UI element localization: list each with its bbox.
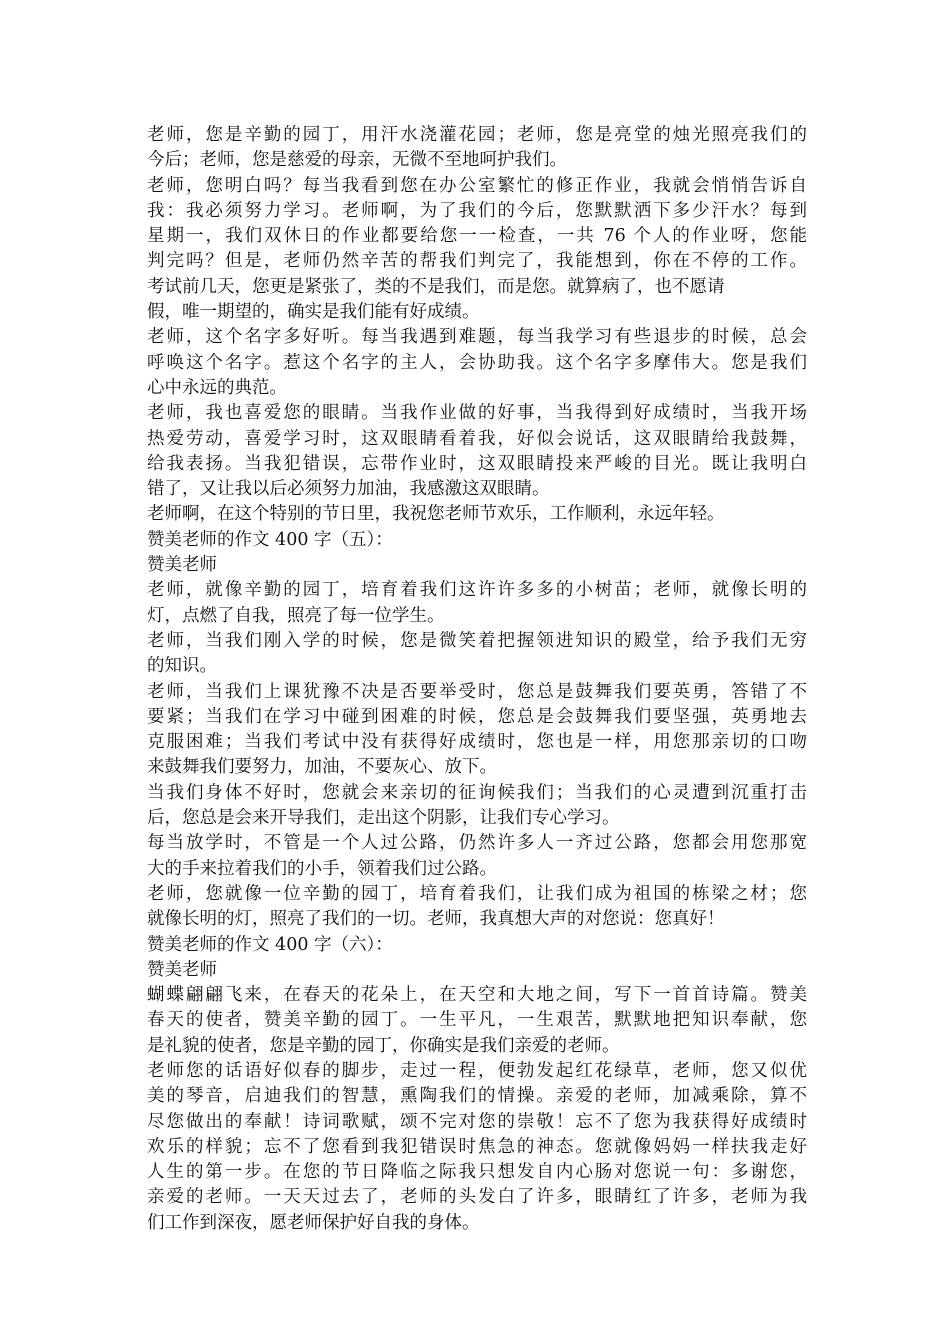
text-line: 克服困难；当我们考试中没有获得好成绩时，您也是一样，用您那亲切的口吻 [147,732,807,753]
text-line: 错了，又让我以后必须努力加油，我感激这双眼睛。 [147,479,550,500]
text-line: 尽您做出的奉献！诗词歌赋，颂不完对您的崇敬！忘不了您为我获得好成绩时 [147,1111,807,1132]
text-line: 老师，您明白吗？每当我看到您在办公室繁忙的修正作业，我就会悄悄告诉自 [147,175,807,196]
text-line: 热爱劳动，喜爱学习时，这双眼睛看着我，好似会说话，这双眼睛给我鼓舞， [147,428,807,449]
text-line: 赞美老师的作文 400 字（五）： [147,529,393,550]
text-line: 今后；老师，您是慈爱的母亲，无微不至地呵护我们。 [147,150,567,171]
text-line: 亲爱的老师。一天天过去了，老师的头发白了许多，眼睛红了许多，老师为我 [147,1187,807,1208]
text-line: 人生的第一步。在您的节日降临之际我只想发自内心肠对您说一句：多谢您， [147,1162,807,1183]
text-line: 判完吗？但是，老师仍然辛苦的帮我们判完了，我能想到，你在不停的工作。 [147,251,807,272]
text-line: 老师，我也喜爱您的眼睛。当我作业做的好事，当我得到好成绩时，当我开场 [147,403,807,424]
text-line: 老师，您是辛勤的园丁，用汗水浇灌花园；老师，您是亮堂的烛光照亮我们的 [147,125,807,145]
text-line: 美的琴音，启迪我们的智慧，熏陶我们的情操。亲爱的老师，加减乘除，算不 [147,1086,807,1107]
text-line: 来鼓舞我们要努力，加油，不要灰心、放下。 [147,757,497,778]
text-line: 赞美老师 [147,959,217,980]
text-line: 老师，当我们刚入学的时候，您是微笑着把握领进知识的殿堂，给予我们无穷 [147,630,807,651]
document-body [147,123,807,1236]
text-line: 赞美老师的作文 400 字（六）： [147,934,393,955]
text-line: 呼唤这个名字。惹这个名字的主人，会协助我。这个名字多摩伟大。您是我们 [147,352,807,373]
text-line: 我：我必须努力学习。老师啊，为了我们的今后，您默默洒下多少汗水？每到 [147,200,807,221]
text-line: 春天的使者，赞美辛勤的园丁。一生平凡，一生艰苦，默默地把知识奉献，您 [147,1010,807,1031]
text-line: 老师，就像辛勤的园丁，培育着我们这许许多多的小树苗；老师，就像长明的 [147,580,807,601]
text-line: 赞美老师 [147,555,217,576]
text-line: 大的手来拉着我们的小手，领着我们过公路。 [147,858,497,879]
text-line: 老师，当我们上课犹豫不决是否要举受时，您总是鼓舞我们要英勇，答错了不 [147,681,807,702]
text-line: 老师，这个名字多好听。每当我遇到难题，每当我学习有些退步的时候，总会 [147,327,807,348]
text-line: 心中永远的典范。 [147,377,287,398]
text-line: 星期一，我们双休日的作业都要给您一一检查，一共 76 个人的作业呀，您能 [147,226,807,247]
text-line: 要紧；当我们在学习中碰到困难的时候，您总是会鼓舞我们要坚强，英勇地去 [147,706,807,727]
text-line: 给我表扬。当我犯错误，忘带作业时，这双眼睛投来严峻的目光。既让我明白 [147,453,807,474]
text-line: 欢乐的样貌；忘不了您看到我犯错误时焦急的神态。您就像妈妈一样扶我走好 [147,1136,807,1157]
text-line: 老师，您就像一位辛勤的园丁，培育着我们，让我们成为祖国的栋梁之材；您 [147,883,807,904]
text-line: 灯，点燃了自我，照亮了每一位学生。 [147,605,445,626]
text-line: 假，唯一期望的，确实是我们能有好成绩。 [147,302,480,323]
text-line: 考试前几天，您更是紧张了，类的不是我们，而是您。就算病了，也不愿请 [147,276,725,297]
text-line: 们工作到深夜，愿老师保护好自我的身体。 [147,1212,480,1233]
text-line: 老师啊，在这个特别的节日里，我祝您老师节欢乐，工作顺利，永远年轻。 [147,504,725,525]
text-line: 的知识。 [147,656,217,677]
text-line: 当我们身体不好时，您就会来亲切的征询候我们；当我们的心灵遭到沉重打击 [147,782,807,803]
text-line: 后，您总是会来开导我们，走出这个阴影，让我们专心学习。 [147,808,620,829]
text-line: 每当放学时，不管是一个人过公路，仍然许多人一齐过公路，您都会用您那宽 [147,833,807,854]
text-line: 老师您的话语好似春的脚步，走过一程，便勃发起红花绿草，老师，您又似优 [147,1060,807,1081]
text-line: 就像长明的灯，照亮了我们的一切。老师，我真想大声的对您说：您真好！ [147,909,725,930]
text-line: 是礼貌的使者，您是辛勤的园丁，你确实是我们亲爱的老师。 [147,1035,620,1056]
text-line: 蝴蝶翩翩飞来，在春天的花朵上，在天空和大地之间，写下一首首诗篇。赞美 [147,985,807,1006]
